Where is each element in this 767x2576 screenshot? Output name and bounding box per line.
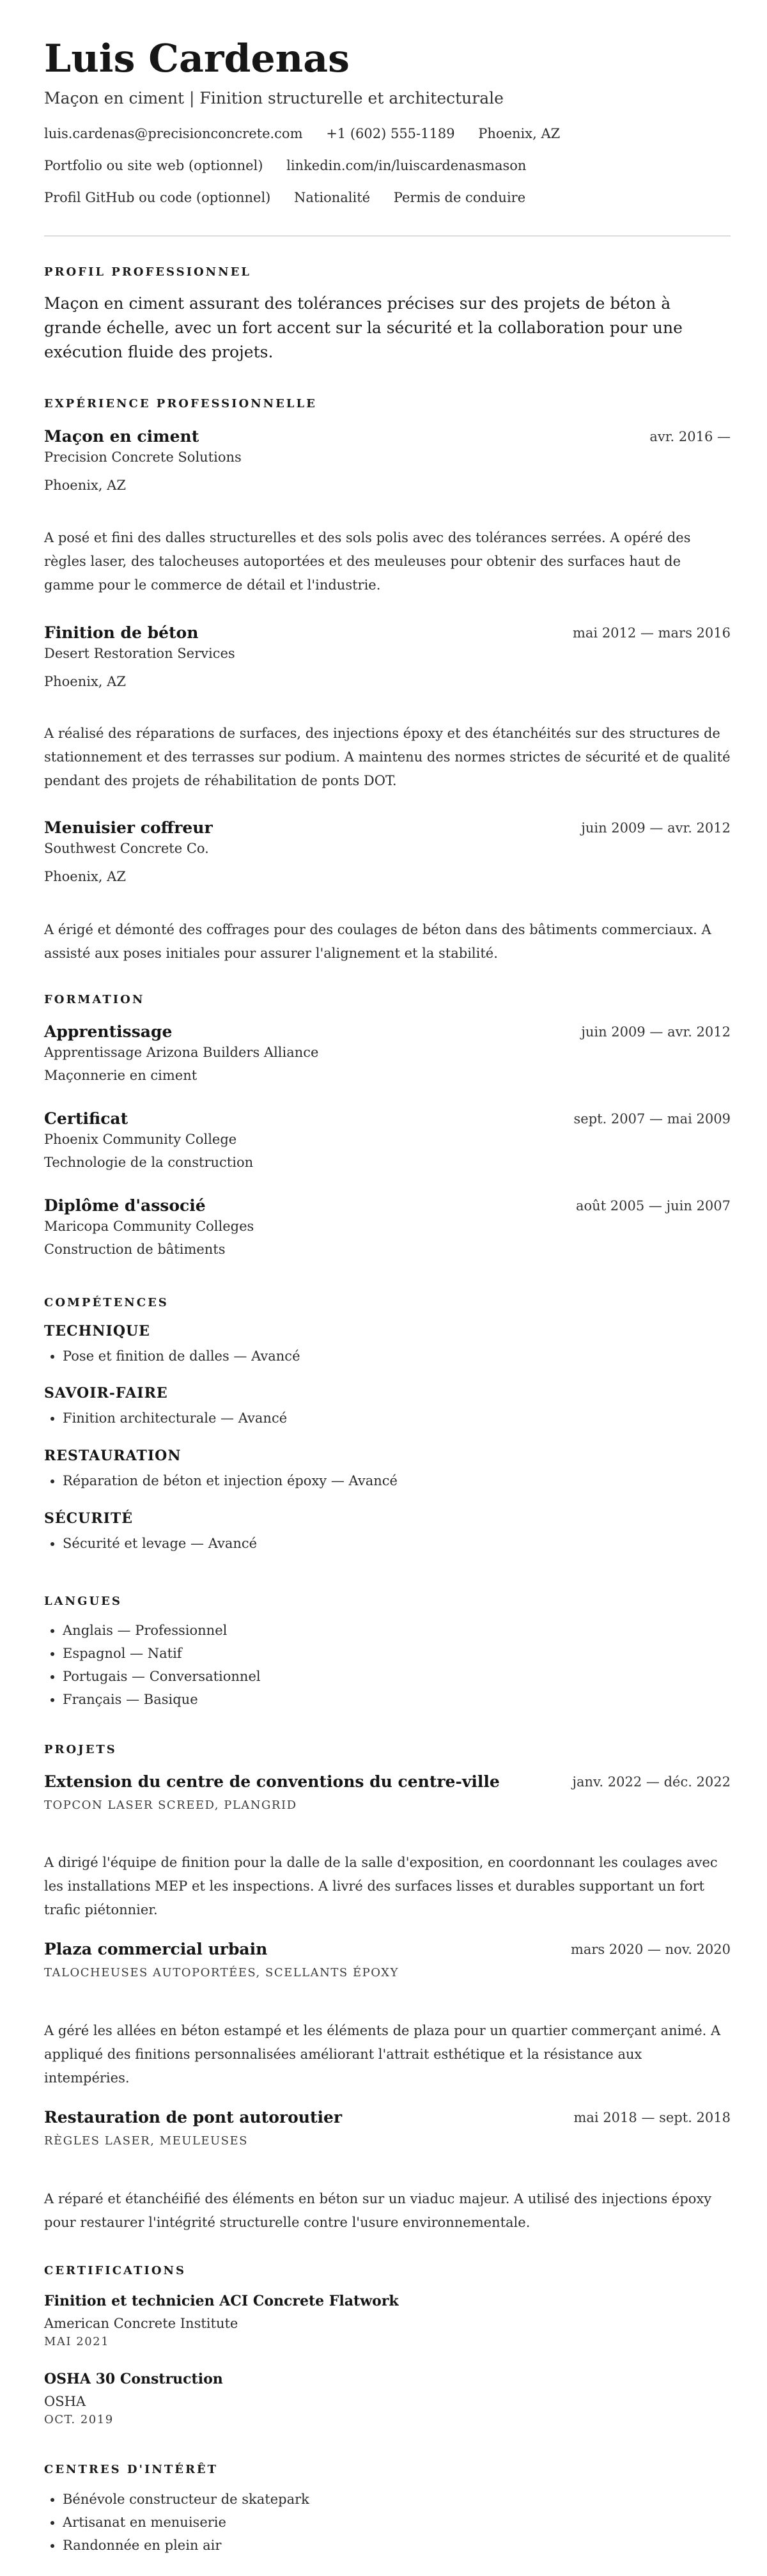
certification-name: Finition et technicien ACI Concrete Flatwork	[44, 2293, 399, 2309]
degree-title: Diplôme d'associé	[44, 1196, 206, 1215]
linkedin-link[interactable]: linkedin.com/in/luiscardenasmason	[286, 158, 527, 173]
job-company: Southwest Concrete Co.	[44, 841, 209, 856]
candidate-name: Luis Cardenas	[44, 36, 350, 81]
interest-list	[44, 2488, 309, 2557]
contact-row	[44, 124, 579, 143]
language-item: • Espagnol — Natif	[63, 1642, 261, 1665]
job-title: Maçon en ciment	[44, 427, 199, 446]
job-title: Menuisier coffreur	[44, 818, 213, 837]
email-link[interactable]: luis.cardenas@precisionconcrete.com	[44, 126, 303, 141]
project-entry	[44, 1771, 731, 1815]
candidate-headline: Maçon en ciment | Finition structurelle et architecturale	[44, 89, 504, 107]
skill-list	[44, 1532, 257, 1555]
section-heading-projects: PROJETS	[44, 1743, 117, 1756]
project-tools: RÈGLES LASER, MEULEUSES	[44, 2134, 248, 2148]
field-of-study: Construction de bâtiments	[44, 1242, 226, 1257]
license-text: Permis de conduire	[393, 190, 526, 205]
experience-entry	[44, 426, 731, 495]
project-entry	[44, 2107, 731, 2150]
skill-item: • Pose et finition de dalles — Avancé	[63, 1345, 300, 1368]
project-entry	[44, 1939, 731, 1982]
job-dates: mai 2012 — mars 2016	[573, 625, 731, 641]
job-description: A érigé et démonté des coffrages pour des coulages de béton dans des bâtiments commerciaux. A assisté aux poses initiales pour assurer l'alignement et la stabilité.	[44, 922, 711, 961]
language-item: • Portugais — Conversationnel	[63, 1665, 261, 1688]
project-tools: TALOCHEUSES AUTOPORTÉES, SCELLANTS ÉPOXY	[44, 1966, 399, 1979]
skill-list	[44, 1407, 287, 1430]
section-heading-education: FORMATION	[44, 993, 145, 1006]
job-dates: juin 2009 — avr. 2012	[581, 820, 731, 836]
nationality-text: Nationalité	[294, 190, 371, 205]
project-tools: TOPCON LASER SCREED, PLANGRID	[44, 1799, 297, 1812]
school-name: Apprentissage Arizona Builders Alliance	[44, 1045, 319, 1060]
degree-title: Certificat	[44, 1109, 128, 1128]
links-row	[44, 156, 545, 175]
certification-issuer: OSHA	[44, 2394, 86, 2409]
header-divider	[44, 235, 731, 237]
job-location: Phoenix, AZ	[44, 869, 126, 884]
skill-item: • Sécurité et levage — Avancé	[63, 1532, 257, 1555]
portfolio-link[interactable]: Portfolio ou site web (optionnel)	[44, 158, 263, 173]
language-item: • Anglais — Professionnel	[63, 1619, 261, 1642]
certification-name: OSHA 30 Construction	[44, 2371, 223, 2387]
project-title: Restauration de pont autoroutier	[44, 2108, 343, 2127]
skill-category: SÉCURITÉ	[44, 1510, 134, 1527]
job-dates: avr. 2016 —	[649, 429, 731, 444]
location-text: Phoenix, AZ	[478, 126, 561, 141]
section-heading-experience: EXPÉRIENCE PROFESSIONNELLE	[44, 397, 317, 410]
certification-date: MAI 2021	[44, 2335, 110, 2348]
education-entry	[44, 1195, 731, 1259]
skill-category: TECHNIQUE	[44, 1323, 150, 1339]
language-list	[44, 1619, 261, 1711]
field-of-study: Maçonnerie en ciment	[44, 1068, 198, 1083]
education-entry	[44, 1021, 731, 1085]
skill-category: RESTAURATION	[44, 1448, 182, 1464]
profile-summary: Maçon en ciment assurant des tolérances précises sur des projets de béton à grande échelle, avec un fort accent sur la sécurité et la collaboration pour une exécution fluide des projets.	[44, 294, 683, 361]
section-heading-profile: PROFIL PROFESSIONNEL	[44, 265, 251, 279]
education-dates: août 2005 — juin 2007	[576, 1198, 731, 1214]
job-title: Finition de béton	[44, 623, 199, 642]
job-location: Phoenix, AZ	[44, 674, 126, 689]
project-dates: janv. 2022 — déc. 2022	[572, 1774, 731, 1790]
job-description: A réalisé des réparations de surfaces, des injections époxy et des étanchéités sur des structures de stationnement et des terrasses sur podium. A maintenu des normes strictes de sécurité et de qualité pendant des projets de réhabilitation de ponts DOT.	[44, 726, 731, 788]
skill-category: SAVOIR-FAIRE	[44, 1385, 168, 1401]
interest-item: • Bénévole constructeur de skatepark	[63, 2488, 309, 2511]
job-company: Desert Restoration Services	[44, 646, 235, 661]
experience-entry	[44, 622, 731, 691]
skill-list	[44, 1469, 398, 1492]
field-of-study: Technologie de la construction	[44, 1155, 254, 1170]
degree-title: Apprentissage	[44, 1022, 173, 1041]
project-title: Extension du centre de conventions du centre-ville	[44, 1772, 500, 1791]
education-dates: juin 2009 — avr. 2012	[581, 1024, 731, 1040]
interest-item: • Artisanat en menuiserie	[63, 2511, 309, 2534]
project-dates: mai 2018 — sept. 2018	[573, 2110, 731, 2125]
skill-item: • Réparation de béton et injection époxy — Avancé	[63, 1469, 398, 1492]
certification-date: OCT. 2019	[44, 2413, 114, 2426]
job-location: Phoenix, AZ	[44, 478, 126, 493]
skill-item: • Finition architecturale — Avancé	[63, 1407, 287, 1430]
school-name: Phoenix Community College	[44, 1132, 237, 1147]
experience-entry	[44, 817, 731, 886]
section-heading-skills: COMPÉTENCES	[44, 1296, 169, 1309]
interest-item: • Randonnée en plein air	[63, 2534, 309, 2557]
section-heading-certifications: CERTIFICATIONS	[44, 2264, 186, 2277]
job-company: Precision Concrete Solutions	[44, 449, 242, 465]
extra-info-row	[44, 188, 545, 207]
certification-issuer: American Concrete Institute	[44, 2316, 238, 2331]
school-name: Maricopa Community Colleges	[44, 1219, 254, 1234]
phone-text: +1 (602) 555-1189	[326, 126, 455, 141]
education-entry	[44, 1108, 731, 1172]
certification-entry	[44, 2291, 731, 2351]
github-link[interactable]: Profil GitHub ou code (optionnel)	[44, 190, 271, 205]
project-description: A dirigé l'équipe de finition pour la dalle de la salle d'exposition, en coordonnant les coulages avec les installations MEP et les inspections. A livré des surfaces lisses et durables supportant un fort trafic piétonnier.	[44, 1855, 718, 1917]
skill-list	[44, 1345, 300, 1368]
certification-entry	[44, 2369, 731, 2429]
project-dates: mars 2020 — nov. 2020	[570, 1942, 731, 1957]
section-heading-languages: LANGUES	[44, 1595, 122, 1608]
education-dates: sept. 2007 — mai 2009	[573, 1111, 731, 1127]
language-item: • Français — Basique	[63, 1688, 261, 1711]
section-heading-interests: CENTRES D'INTÉRÊT	[44, 2463, 219, 2476]
project-description: A géré les allées en béton estampé et les éléments de plaza pour un quartier commerçant animé. A appliqué des finitions personnalisées améliorant l'attrait esthétique et la résistance aux intempéries.	[44, 2023, 721, 2086]
project-title: Plaza commercial urbain	[44, 1940, 268, 1958]
job-description: A posé et fini des dalles structurelles et des sols polis avec des tolérances serrées. A opéré des règles laser, des talocheuses autoportées et des meuleuses pour obtenir des surfaces haut de gamme pour le commerce de détail et l'industrie.	[44, 530, 691, 593]
project-description: A réparé et étanchéifié des éléments en béton sur un viaduc majeur. A utilisé des injections époxy pour restaurer l'intégrité structurelle contre l'usure environnementale.	[44, 2191, 712, 2230]
